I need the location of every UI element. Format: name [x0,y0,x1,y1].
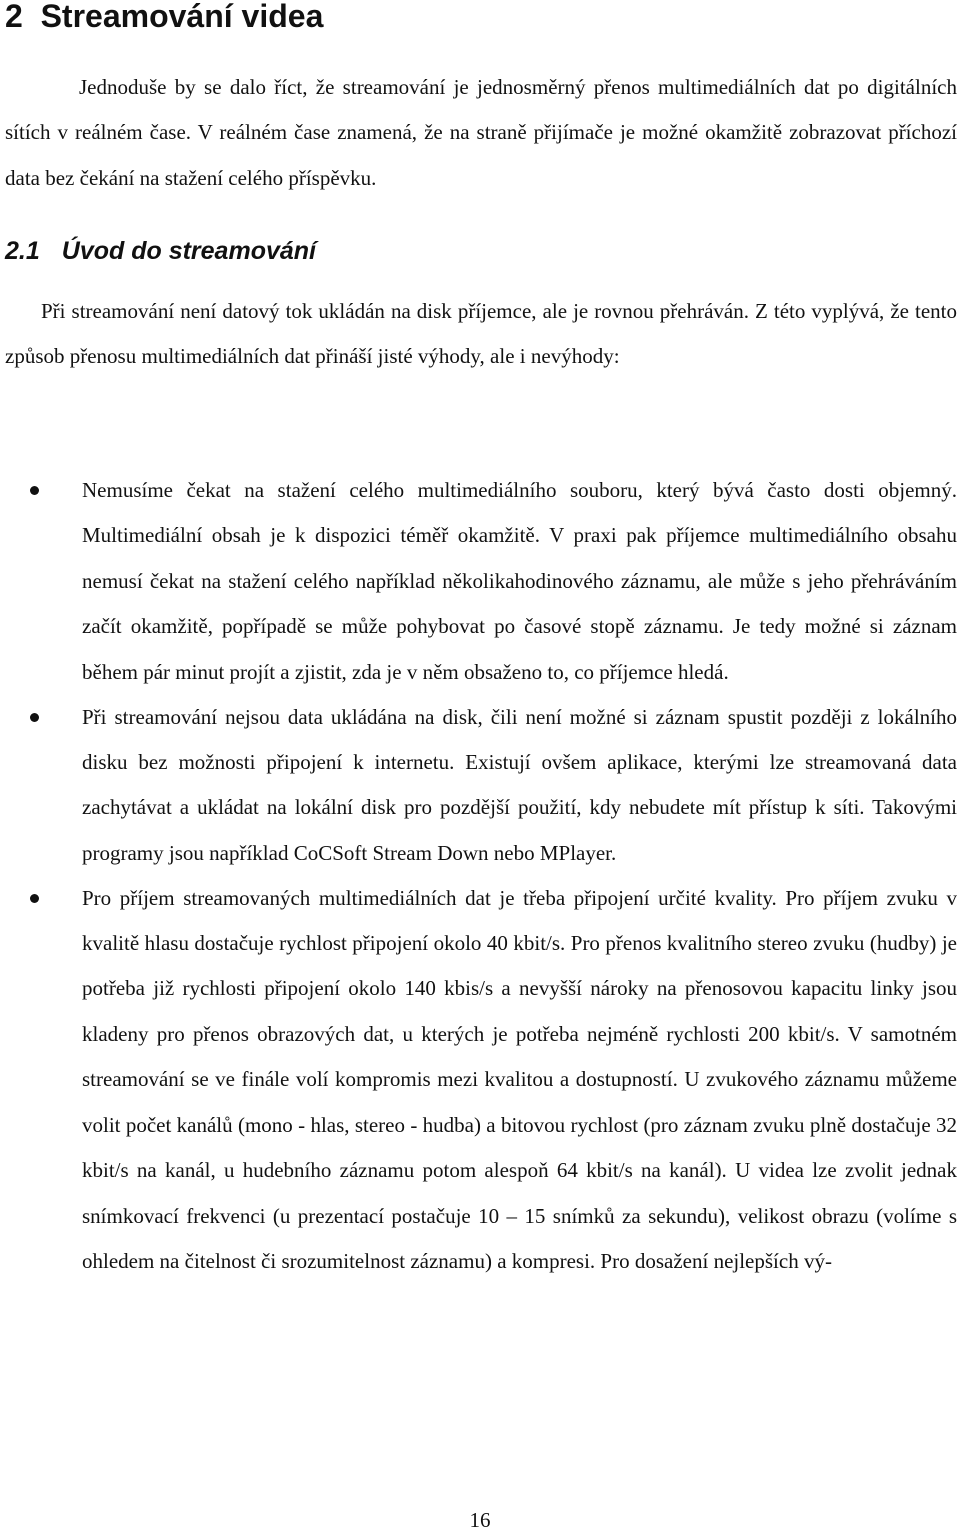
section-number: 2 [5,0,23,34]
page-number: 16 [469,1508,491,1532]
bullet-icon [30,486,39,495]
list-item [0,876,960,1285]
subsection-heading [5,231,316,271]
list-item [0,695,960,877]
subsection-paragraph: Při streamování není datový tok ukládán na disk příjemce, ale je rovnou přehráván. Z této vyplývá, že tento způsob přenosu multimediálních dat přináší jisté výhody, ale i nevýhody: [5,299,957,369]
section-heading [5,0,323,38]
bullet-icon [30,713,39,722]
subsection-number: 2.1 [5,237,40,265]
intro-paragraph: Jednoduše by se dalo říct, že streamování je jednosměrný přenos multimediálních dat po digitálních sítích v reálném čase. V reálném čase znamená, že na straně přijímače je možné okamžitě zobrazovat příchozí data bez čekání na stažení celého příspěvku. [5,75,957,190]
bullet-list [0,468,960,1284]
bullet-icon [30,894,39,903]
list-item-text: Pro příjem streamovaných multimediálních dat je třeba připojení určité kvality. Pro příjem zvuku v kvalitě hlasu dostačuje rychlost připojení okolo 40 kbit/s. Pro přenos kvalitního stereo zvuku (hudby) je potřeba již rychlosti připojení okolo 140 kbis/s a nevyšší nároky na přenosovou kapacitu linky jsou kladeny pro přenos obrazových dat, u kterých je potřeba nejméně rychlosti 200 kbit/s. V samotném streamování se ve finále volí kompromis mezi kvalitou a dostupností. U zvukového záznamu můžeme volit počet kanálů (mono - hlas, stereo - hudba) a bitovou rychlost (pro záznam zvuku plně dostačuje 32 kbit/s na kanál, u hudebního záznamu potom alespoň 64 kbit/s na kanál). U videa lze zvolit jednak snímkovací frekvenci (u prezentací postačuje 10 – 15 snímků za sekundu), velikost obrazu (volíme s ohledem na čitelnost či srozumitelnost záznamu) a kompresi. Pro dosažení nejlepších vý- [82,885,957,1273]
subsection-title: Úvod do streamování [61,237,316,265]
list-item-text: Nemusíme čekat na stažení celého multimediálního souboru, který bývá často dosti objemný. Multimediální obsah je k dispozici téměř okamžitě. V praxi pak příjemce multimediálního obsahu nemusí čekat na stažení celého například několikahodinového záznamu, ale může s jeho přehráváním začít okamžitě, popřípadě se může pohybovat po časové stopě záznamu. Je tedy možné si záznam během pár minut projít a zjistit, zda je v něm obsaženo to, co příjemce hledá. [82,478,957,684]
list-item-text: Při streamování nejsou data ukládána na disk, čili není možné si záznam spustit později z lokálního disku bez možnosti připojení k internetu. Existují ovšem aplikace, kterými lze streamovaná data zachytávat a ukládat na lokální disk pro pozdější použití, kdy nebudete mít přístup k síti. Takovými programy jsou například CoCSoft Stream Down nebo MPlayer. [82,704,957,865]
list-item [0,468,960,695]
section-title: Streamování videa [40,0,324,34]
